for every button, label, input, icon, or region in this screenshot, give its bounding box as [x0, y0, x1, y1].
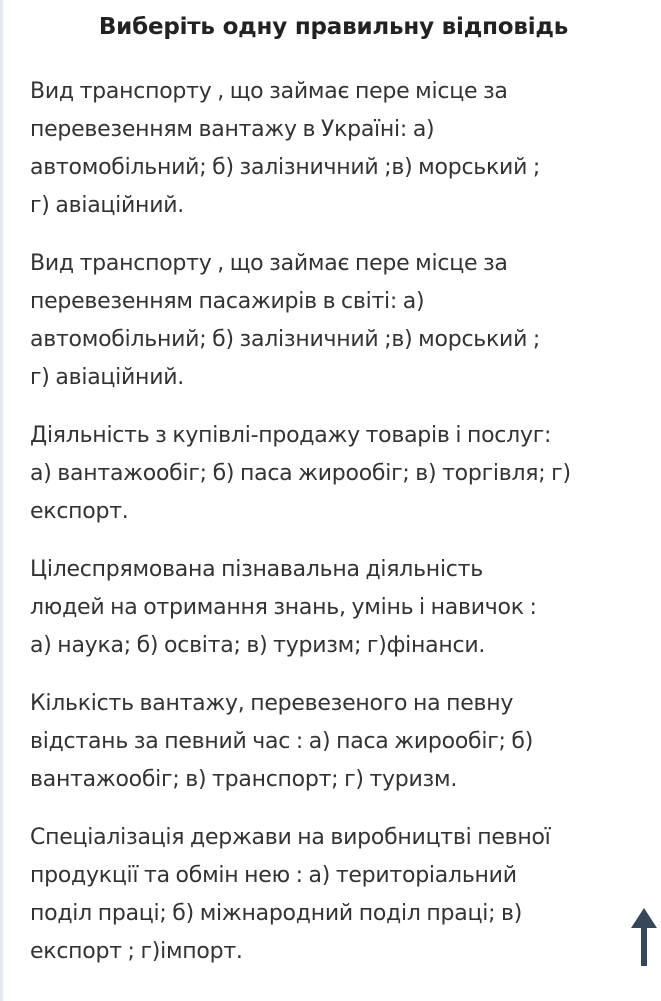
question-text-line: а) наука; б) освіта; в) туризм; г)фінанси.: [30, 633, 486, 658]
question-text-line: експорт.: [30, 499, 129, 524]
question-text-line: перевезенням вантажу в Україні: а): [30, 117, 435, 142]
question-text-line: продукції та обмін нею : а) територіальний: [30, 863, 517, 888]
question-text-line: автомобільний; б) залізничний ;в) морський ;: [30, 327, 541, 352]
question-text-line: Вид транспорту , що займає пере місце за: [30, 79, 508, 104]
question-text-line: Вид транспорту , що займає пере місце за: [30, 251, 508, 276]
question-list: [30, 73, 661, 991]
question-text-line: поділ праці; б) міжнародний поділ праці; в): [30, 901, 523, 926]
question-text-line: Спеціалізація держави на виробництві певної: [30, 825, 551, 850]
question-text-line: г) авіаційний.: [30, 365, 185, 390]
page-title: Виберіть одну правильну відповідь: [98, 14, 569, 40]
question-item: [30, 819, 661, 971]
question-text-line: експорт ; г)імпорт.: [30, 939, 243, 964]
question-text-line: а) вантажообіг; б) паса жирообіг; в) торгівля; г): [30, 461, 571, 486]
question-text-line: перевезенням пасажирів в світі: а): [30, 289, 425, 314]
arrow-up-icon: [627, 906, 661, 968]
question-text-line: відстань за певний час : а) паса жирообіг; б): [30, 729, 534, 754]
question-text-line: людей на отримання знань, умінь і навичок :: [30, 595, 537, 620]
question-text-line: Цілеспрямована пізнавальна діяльність: [30, 557, 483, 582]
question-item: [30, 551, 661, 665]
arrow-up-shape: [631, 908, 657, 966]
question-text-line: Кількість вантажу, перевезеного на певну: [30, 691, 514, 716]
question-item: [30, 417, 661, 531]
question-text-line: вантажообіг; в) транспорт; г) туризм.: [30, 767, 458, 792]
question-item: [30, 245, 661, 397]
question-text-line: Діяльність з купівлі-продажу товарів і послуг:: [30, 423, 552, 448]
scroll-to-top-button[interactable]: [627, 906, 661, 968]
question-item: [30, 73, 661, 225]
question-text-line: автомобільний; б) залізничний ;в) морський ;: [30, 155, 541, 180]
question-item: [30, 685, 661, 799]
question-text-line: г) авіаційний.: [30, 193, 185, 218]
